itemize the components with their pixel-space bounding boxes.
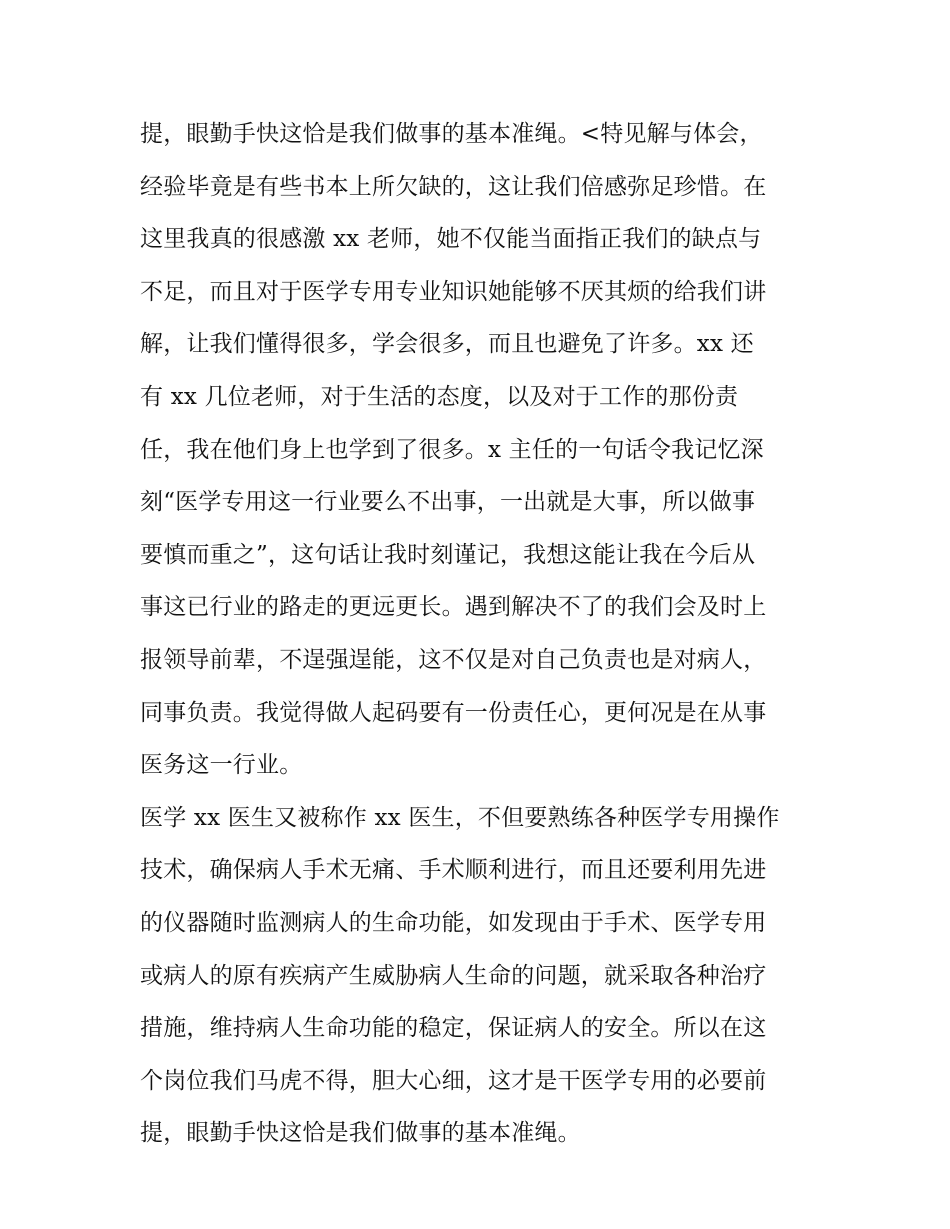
text-line-11: 报领导前辈，不逞强逞能，这不仅是对自己负责也是对病人， <box>140 646 767 673</box>
text-line-18: 措施，维持病人生命功能的稳定，保证病人的安全。所以在这 <box>140 1015 767 1042</box>
text-line-6: 有 xx 几位老师，对于生活的态度，以及对于工作的那份责 <box>140 383 739 410</box>
text-line-19: 个岗位我们马虎不得，胆大心细，这才是干医学专用的必要前 <box>140 1067 767 1094</box>
text-line-10: 事这已行业的路走的更远更长。遇到解决不了的我们会及时上 <box>140 594 767 621</box>
text-line-12: 同事负责。我觉得做人起码要有一份责任心，更何况是在从事 <box>140 699 767 726</box>
text-line-3: 这里我真的很感激 xx 老师，她不仅能当面指正我们的缺点与 <box>140 226 762 253</box>
text-line-7: 任，我在他们身上也学到了很多。x 主任的一句话令我记忆深 <box>140 436 764 463</box>
text-line-4: 不足，而且对于医学专用专业知识她能够不厌其烦的给我们讲 <box>140 278 767 305</box>
text-line-20: 提，眼勤手快这恰是我们做事的基本准绳。 <box>140 1120 581 1147</box>
text-line-13: 医务这一行业。 <box>140 752 303 779</box>
text-line-16: 的仪器随时监测病人的生命功能，如发现由于手术、医学专用 <box>140 909 767 936</box>
text-line-5: 解，让我们懂得很多，学会很多，而且也避免了许多。xx 还 <box>140 331 754 358</box>
text-line-14: 医学 xx 医生又被称作 xx 医生，不但要熟练各种医学专用操作 <box>140 804 780 831</box>
text-line-8: 刻“医学专用这一行业要么不出事，一出就是大事，所以做事 <box>140 489 756 516</box>
text-line-2: 经验毕竟是有些书本上所欠缺的，这让我们倍感弥足珍惜。在 <box>140 173 767 200</box>
text-line-17: 或病人的原有疾病产生威胁病人生命的问题，就采取各种治疗 <box>140 962 767 989</box>
text-line-9: 要慎而重之”，这句话让我时刻谨记，我想这能让我在今后从 <box>140 541 756 568</box>
text-line-15: 技术，确保病人手术无痛、手术顺利进行，而且还要利用先进 <box>140 857 767 884</box>
body-text <box>140 108 830 1160</box>
text-line-1: 提，眼勤手快这恰是我们做事的基本准绳。<特见解与体会， <box>140 121 763 147</box>
